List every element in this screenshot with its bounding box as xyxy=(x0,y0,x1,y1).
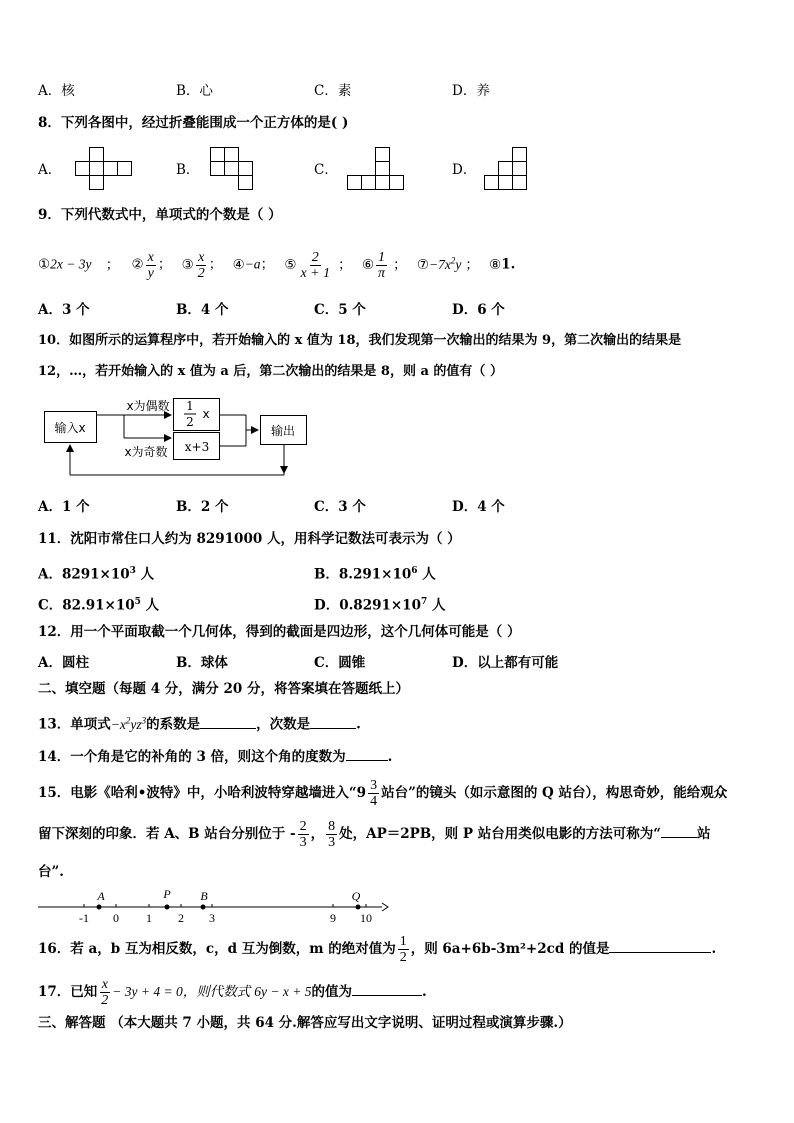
q11-option-d: D．$0.8291\times 10^7$ 人 xyxy=(314,597,446,614)
q9-num-3: ③ xyxy=(181,256,194,273)
q8-stem: 8．下列各图中，经过折叠能围成一个正方体的是( ) xyxy=(38,115,349,131)
q9-sep: ； xyxy=(105,256,120,273)
q9-frac-3: $\frac{x}{2}$ xyxy=(197,249,205,281)
q14: 14．一个角是它的补角的 3 倍，则这个角的度数为 . xyxy=(38,746,392,767)
q9-expr-1: 2x − 3y xyxy=(50,256,92,272)
tick-2: 2 xyxy=(178,911,184,925)
q9-frac-5: $\frac{2}{x + 1}$ xyxy=(300,249,331,281)
q13: 13．单项式$-x^2yz^3$的系数是 ，次数是 . xyxy=(38,715,361,733)
q8-net-c xyxy=(346,147,408,193)
q7-option-b: B．心 xyxy=(176,83,213,99)
flow-half-num: 1 xyxy=(186,399,194,413)
q9-expressions xyxy=(38,242,515,283)
q11-option-c: C．$82.91\times 10^5$ 人 xyxy=(38,597,160,614)
q11-option-b: B．$8.291\times 10^6$ 人 xyxy=(314,566,436,583)
q15-line-1: 15．电影《哈利•波特》中，小哈利波特穿越墙进入“9 $\frac{3}{4}$ 站台”的镜头（如示意图的 Q 站台），构思奇妙，能给观众 xyxy=(38,778,728,809)
q9-num-6: ⑥ xyxy=(361,256,375,273)
q10-option-b: B．2 个 xyxy=(176,499,229,515)
flow-odd-label: x为奇数 xyxy=(124,445,168,459)
q9-num-5: ⑤ xyxy=(284,256,297,273)
q9-num-8: ⑧ xyxy=(489,256,502,273)
flow-output-label: 输出 xyxy=(270,424,296,438)
q17: 17．已知 $\frac{x}{2}$ − 3y + 4 = 0，则代数式 6y − x + 5的值为 . xyxy=(38,977,427,1008)
section-2-heading: 二、填空题（每题 4 分，满分 20 分，将答案填在答题纸上） xyxy=(38,681,409,697)
q9-sep: ； xyxy=(157,256,172,273)
q15-line-3: 台”. xyxy=(38,864,64,880)
q9-frac-2: $\frac{x}{y}$ xyxy=(147,249,154,281)
q8-label-c: C． xyxy=(314,162,338,178)
q7-option-c: C．素 xyxy=(314,83,352,99)
q8-net-b xyxy=(210,147,256,193)
q9-num-2: ② xyxy=(131,256,144,273)
tick-10: 10 xyxy=(360,911,372,925)
q12-option-d: D．以上都有可能 xyxy=(452,655,559,671)
q14-blank[interactable] xyxy=(346,746,388,761)
tick-9: 9 xyxy=(330,911,336,925)
q13-blank-2[interactable] xyxy=(310,714,356,729)
q8-net-a xyxy=(74,147,134,193)
label-p: P xyxy=(163,887,171,901)
q9-option-d: D．6 个 xyxy=(452,302,505,318)
label-a: A xyxy=(97,889,105,903)
q9-expr-7: $-7x^2y$ xyxy=(428,255,462,272)
q16: 16．若 a，b 互为相反数，c，d 互为倒数，m 的绝对值为 $\frac{1}{2}$ ，则 6a+6b-3m²+2cd 的值是 . xyxy=(38,934,717,965)
q15-number-line xyxy=(36,884,396,926)
q12-option-a: A．圆柱 xyxy=(38,655,89,671)
q16-blank[interactable] xyxy=(609,938,711,953)
q9-num-7: ⑦ xyxy=(416,256,429,273)
tick-neg1: -1 xyxy=(79,911,89,925)
q9-sep: ； xyxy=(338,256,352,273)
q9-frac-6: $\frac{1}{\pi}$ xyxy=(378,249,386,281)
point-b xyxy=(201,905,206,910)
flow-even-label: x为偶数 xyxy=(126,399,170,413)
q10-option-a: A．1 个 xyxy=(38,499,90,515)
q10-line-1: 10．如图所示的运算程序中，若开始输入的 x 值为 18，我们发现第一次输出的结果为 9，第二次输出的结果是 xyxy=(38,333,682,348)
q7-option-d: D．养 xyxy=(452,83,490,99)
q9-stem: 9．下列代数式中，单项式的个数是（ ） xyxy=(38,207,282,223)
section-3-heading: 三、解答题 （本大题共 7 小题，共 64 分.解答应写出文字说明、证明过程或演算步骤.） xyxy=(38,1015,572,1031)
q15-line-2: 留下深刻的印象．若 A、B 站台分别位于 - $\frac{2}{3}$ ， $\frac{8}{3}$ 处，AP＝2PB，则 P 站台用类似电影的方法可称为“ 站 xyxy=(38,819,711,850)
q10-line-2: 12，…，若开始输入的 x 值为 a 后，第二次输出的结果是 8，则 a 的值有（ ） xyxy=(38,364,503,379)
q9-num-4: ④ xyxy=(232,256,245,273)
q13-blank-1[interactable] xyxy=(200,714,256,729)
tick-3: 3 xyxy=(209,911,215,925)
tick-0: 0 xyxy=(113,911,119,925)
flow-half-box xyxy=(174,399,220,431)
label-q: Q xyxy=(351,889,361,903)
point-p xyxy=(165,905,170,910)
q9-expr-4: −a xyxy=(244,256,261,272)
flow-plus3-label: x+3 xyxy=(184,440,210,454)
q9-num-1: ① xyxy=(38,256,51,273)
q9-expr-8: 1. xyxy=(501,256,516,273)
label-b: B xyxy=(200,889,208,903)
q12-stem: 12．用一个平面取截一个几何体，得到的截面是四边形，这个几何体可能是（ ） xyxy=(38,624,521,640)
q8-label-b: B． xyxy=(176,162,200,178)
q9-sep: ； xyxy=(260,256,275,273)
q17-blank[interactable] xyxy=(352,981,422,996)
q10-option-d: D．4 个 xyxy=(452,499,505,515)
q8-label-a: A． xyxy=(38,162,62,178)
flow-half-den: 2 xyxy=(186,415,194,429)
q9-option-a: A．3 个 xyxy=(38,302,90,318)
flow-input-label: 输入x xyxy=(54,421,86,435)
q9-sep: ； xyxy=(208,256,223,273)
point-q xyxy=(356,905,361,910)
q12-option-b: B．球体 xyxy=(176,655,228,671)
flow-half-var: x xyxy=(202,407,210,421)
q11-stem: 11．沈阳市常住口人约为 8291000 人，用科学记数法可表示为（ ） xyxy=(38,531,461,547)
q9-sep: ； xyxy=(393,256,407,273)
q15-blank[interactable] xyxy=(661,823,697,838)
q9-option-c: C．5 个 xyxy=(314,302,366,318)
q10-flowchart xyxy=(40,393,315,483)
q8-label-d: D． xyxy=(452,162,477,178)
q9-sep: ； xyxy=(465,256,479,273)
tick-1: 1 xyxy=(146,911,152,925)
q9-option-b: B．4 个 xyxy=(176,302,229,318)
point-a xyxy=(97,905,102,910)
q11-option-a: A．$8291\times 10^3$ 人 xyxy=(38,566,155,583)
q8-net-d xyxy=(484,147,530,193)
q7-option-a: A．核 xyxy=(38,83,75,99)
q10-option-c: C．3 个 xyxy=(314,499,366,515)
q12-option-c: C．圆锥 xyxy=(314,655,366,671)
